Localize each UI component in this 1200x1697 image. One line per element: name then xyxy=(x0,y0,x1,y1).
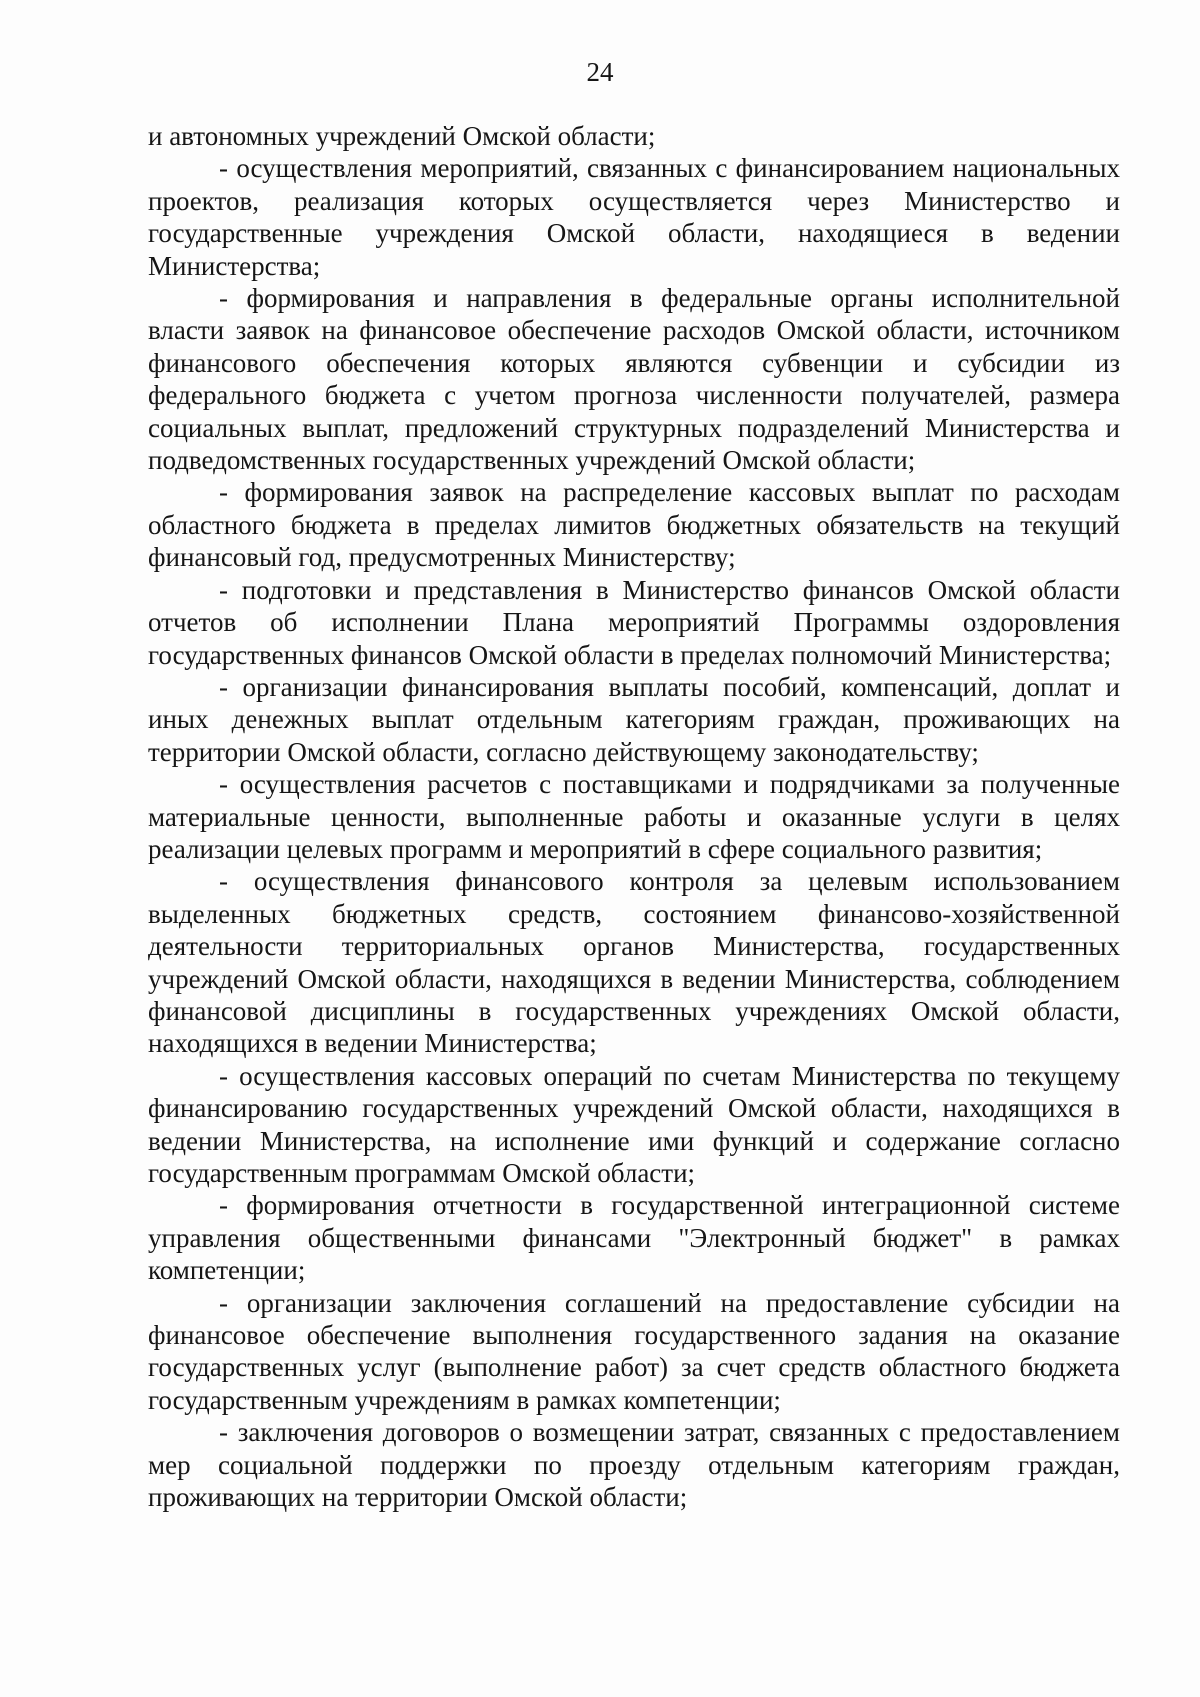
paragraph-supplier-settlements: - осуществления расчетов с поставщиками и подрядчиками за полученные материальные ценности, выполненные работы и оказанные услуги в целях реализации целевых программ и мероприятий в сфере социального развития; xyxy=(148,769,1120,864)
paragraph-travel-compensation: - заключения договоров о возмещении затрат, связанных с предоставлением мер социальной поддержки по проезду отдельным категориям граждан, проживающих на территории Омской области; xyxy=(148,1417,1120,1513)
paragraph-electronic-budget: - формирования отчетности в государственной интеграционной системе управления общественными финансами "Электронный бюджет" в рамках компетенции; xyxy=(148,1190,1120,1286)
document-body xyxy=(148,120,1120,1513)
paragraph-finance-reports: - подготовки и представления в Министерство финансов Омской области отчетов об исполнении Плана мероприятий Программы оздоровления государственных финансов Омской области в пределах полномочий Министерства; xyxy=(148,574,1120,670)
paragraph-financial-control: - осуществления финансового контроля за целевым использованием выделенных бюджетных средств, состоянием финансово-хозяйственной деятельности территориальных органов Министерства, государственных учреждений Омской области, находящихся в ведении Министерства, соблюдением финансовой дисциплины в государственных учреждениях Омской области, находящихся в ведении Министерства; xyxy=(148,866,1120,1059)
page-number: 24 xyxy=(586,57,614,87)
paragraph-national-projects: - осуществления мероприятий, связанных с финансированием национальных проектов, реализация которых осуществляется через Министерство и государственные учреждения Омской области, находящиеся в ведении Министерства; xyxy=(148,153,1120,281)
paragraph-subsidy-agreements: - организации заключения соглашений на предоставление субсидии на финансовое обеспечение выполнения государственного задания на оказание государственных услуг (выполнение работ) за счет средств областного бюджета государственным учреждениям в рамках компетенции; xyxy=(148,1287,1120,1415)
paragraph-federal-requests: - формирования и направления в федеральные органы исполнительной власти заявок на финансовое обеспечение расходов Омской области, источником финансового обеспечения которых являются субвенции и субсидии из федерального бюджета с учетом прогноза численности получателей, размера социальных выплат, предложений структурных подразделений Министерства и подведомственных государственных учреждений Омской области; xyxy=(148,283,1120,476)
paragraph-cash-payments: - формирования заявок на распределение кассовых выплат по расходам областного бюджета в пределах лимитов бюджетных обязательств на текущий финансовый год, предусмотренных Министерству; xyxy=(148,477,1120,573)
paragraph-benefits-funding: - организации финансирования выплаты пособий, компенсаций, доплат и иных денежных выплат отдельным категориям граждан, проживающих на территории Омской области, согласно действующему законодательству; xyxy=(148,671,1120,767)
paragraph-continuation: и автономных учреждений Омской области; xyxy=(148,121,656,151)
paragraph-cash-operations: - осуществления кассовых операций по счетам Министерства по текущему финансированию государственных учреждений Омской области, находящихся в ведении Министерства, на исполнение ими функций и содержание согласно государственным программам Омской области; xyxy=(148,1060,1120,1188)
